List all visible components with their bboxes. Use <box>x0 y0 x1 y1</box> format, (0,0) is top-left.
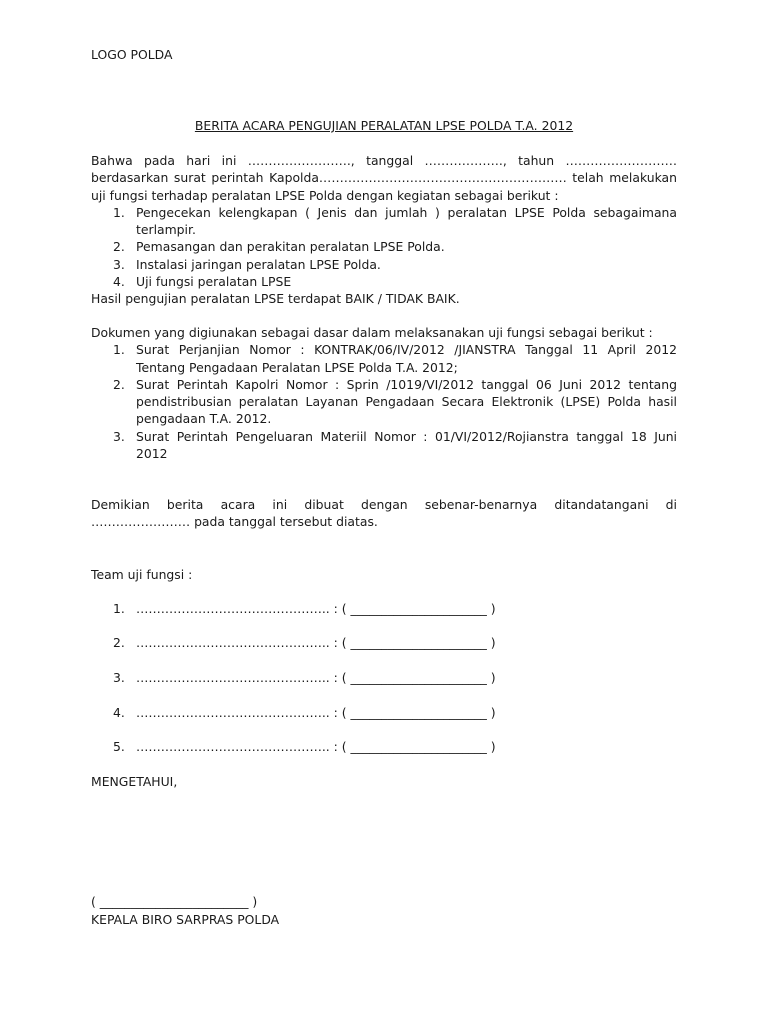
documents-intro: Dokumen yang digiunakan sebagai dasar dalam melaksanakan uji fungsi sebagai berikut : <box>91 325 653 340</box>
list-item-number: 1. <box>113 342 125 358</box>
team-signature-row <box>91 600 677 618</box>
list-item <box>91 376 677 428</box>
signatory-title: KEPALA BIRO SARPRAS POLDA <box>91 912 280 927</box>
team-signature-row <box>91 704 677 722</box>
list-item-text: Surat Perintah Kapolri Nomor : Sprin /1019/VI/2012 tanggal 06 Juni 2012 tentang pendistribusian peralatan Layanan Pengadaan Secara Elektronik (LPSE) Polda hasil pengadaan T.A. 2012. <box>136 376 677 427</box>
team-row-number: 1. <box>113 601 125 616</box>
team-row-number: 3. <box>113 670 125 685</box>
team-row-line: ……………………………………….. : ( ______________________ ) <box>136 601 496 616</box>
list-item <box>91 273 677 290</box>
closing-line-2: …………………… pada tanggal tersebut diatas. <box>91 514 378 530</box>
team-row-number: 5. <box>113 739 125 754</box>
team-row-line: ……………………………………….. : ( ______________________ ) <box>136 670 496 685</box>
team-signature-row <box>91 634 677 652</box>
acknowledge-label: MENGETAHUI, <box>91 774 178 789</box>
document-title-text: BERITA ACARA PENGUJIAN PERALATAN LPSE POLDA T.A. 2012 <box>194 118 574 133</box>
list-item-number: 3. <box>113 256 125 272</box>
team-label: Team uji fungsi : <box>91 567 193 582</box>
intro-paragraph <box>91 152 677 308</box>
list-item <box>91 256 677 273</box>
list-item-number: 2. <box>113 376 125 392</box>
result-statement: Hasil pengujian peralatan LPSE terdapat BAIK / TIDAK BAIK. <box>91 291 460 307</box>
list-item-number: 4. <box>113 274 125 290</box>
intro-line-2: berdasarkan surat perintah Kapolda…………………………………………………… telah melakukan <box>91 170 677 186</box>
signatory-line: ( ________________________ ) <box>91 894 258 909</box>
team-row-line: ……………………………………….. : ( ______________________ ) <box>136 705 496 720</box>
list-item-text: Surat Perintah Pengeluaran Materiil Nomor : 01/VI/2012/Rojianstra tanggal 18 Juni 2012 <box>136 428 677 462</box>
list-item <box>91 341 677 376</box>
list-item-number: 1. <box>113 204 125 220</box>
intro-line-3: uji fungsi terhadap peralatan LPSE Polda dengan kegiatan sebagai berikut : <box>91 187 559 203</box>
document-title <box>91 117 677 134</box>
list-item <box>91 204 677 239</box>
team-row-line: ……………………………………….. : ( ______________________ ) <box>136 635 496 650</box>
documents-section <box>91 324 677 462</box>
team-row-number: 2. <box>113 635 125 650</box>
team-row-number: 4. <box>113 705 125 720</box>
list-item-text: Pemasangan dan perakitan peralatan LPSE Polda. <box>136 239 445 255</box>
team-signature-row <box>91 669 677 687</box>
closing-paragraph <box>91 496 677 531</box>
list-item <box>91 428 677 463</box>
team-row-line: ……………………………………….. : ( ______________________ ) <box>136 739 496 754</box>
list-item-text: Uji fungsi peralatan LPSE <box>136 274 292 290</box>
documents-list <box>91 341 677 462</box>
list-item-number: 3. <box>113 428 125 444</box>
list-item-text: Surat Perjanjian Nomor : KONTRAK/06/IV/2012 /JIANSTRA Tanggal 11 April 2012 Tentang Pengadaan Peralatan LPSE Polda T.A. 2012; <box>136 342 677 375</box>
list-item-text: Pengecekan kelengkapan ( Jenis dan jumlah ) peralatan LPSE Polda sebagaimana terlampir. <box>136 204 677 238</box>
closing-line-1: Demikian berita acara ini dibuat dengan sebenar-benarnya ditandatangani di <box>91 497 677 512</box>
list-item-text: Instalasi jaringan peralatan LPSE Polda. <box>136 256 381 272</box>
list-item <box>91 238 677 255</box>
activity-list <box>91 204 677 290</box>
list-item-number: 2. <box>113 239 125 255</box>
logo-placeholder: LOGO POLDA <box>91 47 173 62</box>
team-signature-row <box>91 738 677 756</box>
intro-line-1: Bahwa pada hari ini ……………………., tanggal ………………., tahun ……………………… <box>91 153 677 168</box>
